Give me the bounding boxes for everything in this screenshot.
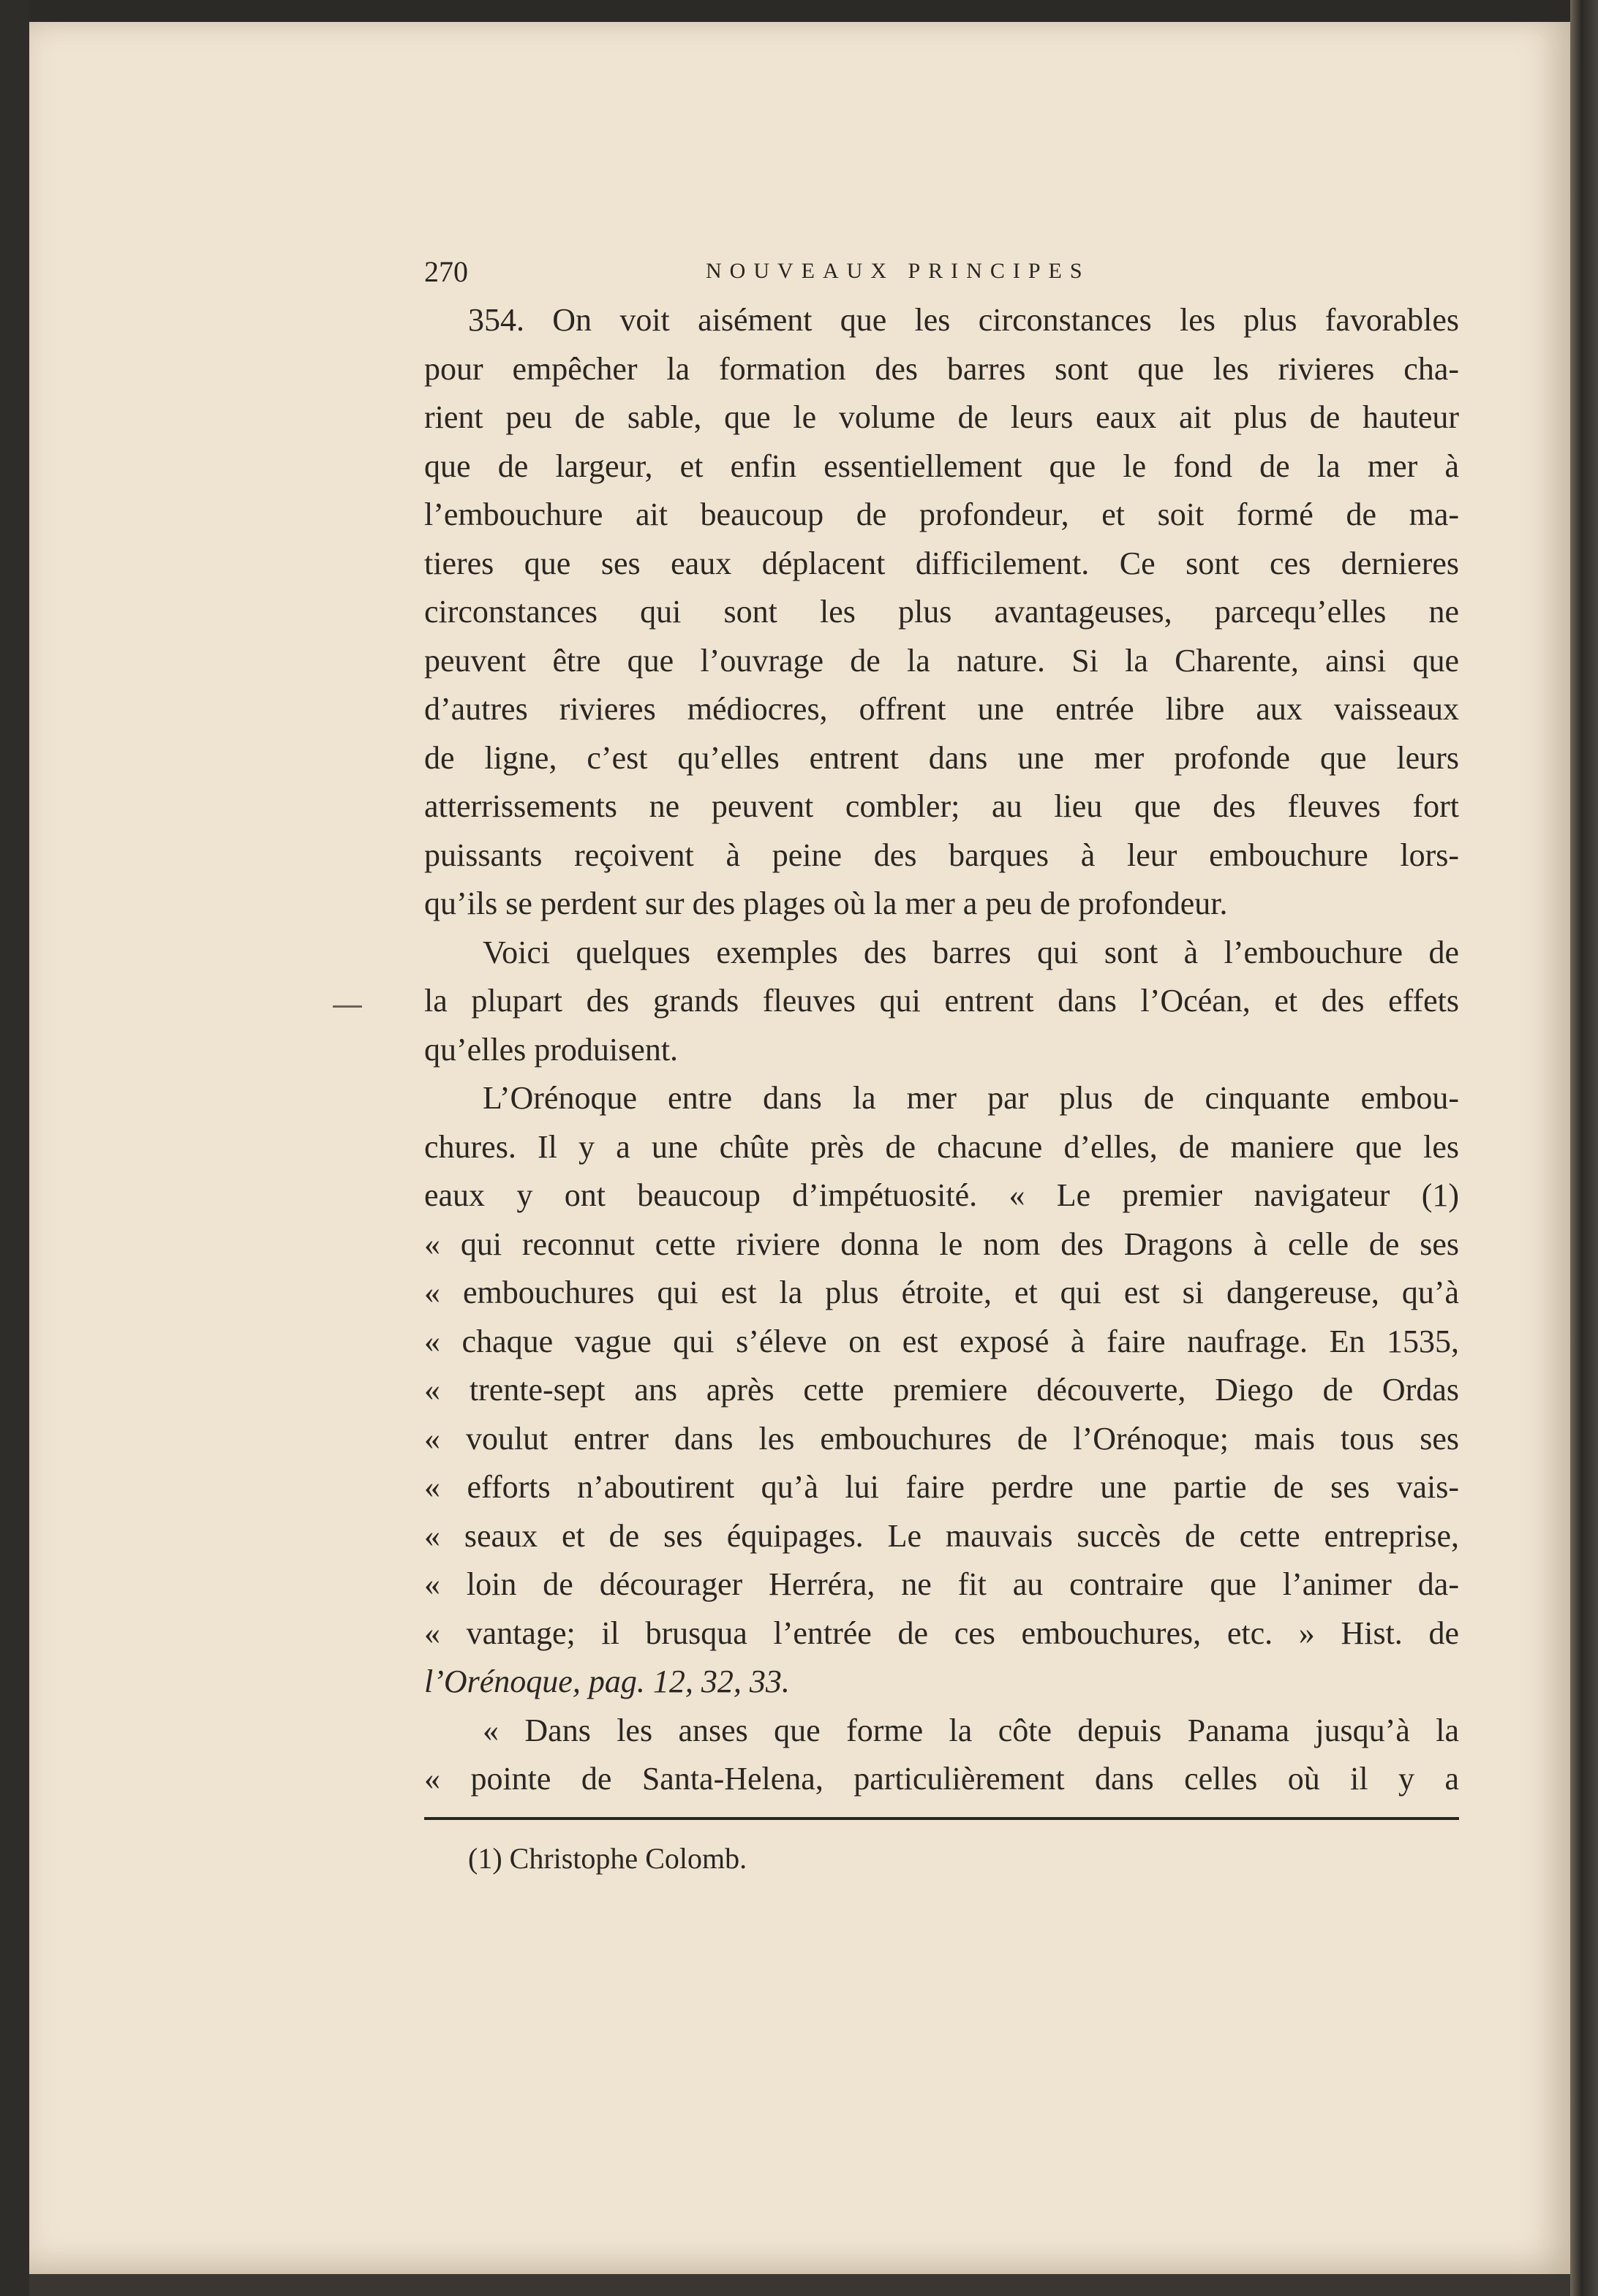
page-left-border (0, 0, 29, 2296)
text-line: Voici quelques exemples des barres qui sont à l’embouchure de (483, 934, 1459, 970)
text-line: l’embouchure ait beaucoup de profondeur, et soit formé de ma- (424, 496, 1459, 532)
page-top-border (0, 0, 1598, 22)
footnote-rule (424, 1817, 1459, 1820)
text-line: 354. On voit aisément que les circonstances les plus favorables (468, 302, 1459, 338)
text-line: « voulut entrer dans les embouchures de l’Orénoque; mais tous ses (424, 1420, 1459, 1457)
text-line: pour empêcher la formation des barres sont que les rivieres cha- (424, 350, 1459, 387)
text-line: eaux y ont beaucoup d’impétuosité. « Le premier navigateur (1) (424, 1177, 1459, 1213)
text-line: « vantage; il brusqua l’entrée de ces embouchures, etc. » Hist. de (424, 1615, 1459, 1651)
text-line: « embouchures qui est la plus étroite, et qui est si dangereuse, qu’à (424, 1274, 1459, 1310)
margin-mark (333, 1005, 362, 1008)
text-line: « loin de décourager Herréra, ne fit au contraire que l’animer da- (424, 1566, 1459, 1602)
text-line: chures. Il y a une chûte près de chacune d’elles, de maniere que les (424, 1128, 1459, 1165)
text-line: atterrissements ne peuvent combler; au lieu que des fleuves fort (424, 788, 1459, 824)
text-line: puissants reçoivent à peine des barques à leur embouchure lors- (424, 837, 1459, 873)
text-line: « seaux et de ses équipages. Le mauvais succès de cette entreprise, (424, 1517, 1459, 1554)
running-head: NOUVEAUX PRINCIPES (706, 259, 1090, 283)
text-line: rient peu de sable, que le volume de leurs eaux ait plus de hauteur (424, 399, 1459, 435)
text-line: d’autres rivieres médiocres, offrent une entrée libre aux vaisseaux (424, 691, 1459, 727)
text-line: « efforts n’aboutirent qu’à lui faire perdre une partie de ses vais- (424, 1469, 1459, 1505)
text-line: tieres que ses eaux déplacent difficilement. Ce sont ces dernieres (424, 545, 1459, 581)
text-line: qu’elles produisent. (424, 1031, 679, 1068)
text-line: L’Orénoque entre dans la mer par plus de cinquante embou- (483, 1080, 1459, 1116)
footnote: (1) Christophe Colomb. (468, 1842, 747, 1875)
text-line: « trente-sept ans après cette premiere découverte, Diego de Ordas (424, 1372, 1459, 1408)
text-line: la plupart des grands fleuves qui entrent dans l’Océan, et des effets (424, 983, 1459, 1019)
text-line: circonstances qui sont les plus avantageuses, parcequ’elles ne (424, 594, 1459, 630)
text-line: de ligne, c’est qu’elles entrent dans une mer profonde que leurs (424, 739, 1459, 776)
body-text (424, 296, 1459, 1804)
text-line: « chaque vague qui s’éleve on est exposé à faire naufrage. En 1535, (424, 1323, 1459, 1359)
text-line: « qui reconnut cette riviere donna le nom des Dragons à celle de ses (424, 1226, 1459, 1262)
page-header (424, 254, 1459, 290)
book-binding-edge (1570, 0, 1598, 2296)
text-line: que de largeur, et enfin essentiellement que le fond de la mer à (424, 448, 1459, 484)
text-line: peuvent être que l’ouvrage de la nature. Si la Charente, ainsi que (424, 642, 1459, 679)
text-line: « Dans les anses que forme la côte depuis Panama jusqu’à la (483, 1712, 1459, 1748)
text-line: l’Orénoque, pag. 12, 32, 33. (424, 1664, 790, 1699)
page-number: 270 (424, 255, 468, 288)
text-line: « pointe de Santa-Helena, particulièrement dans celles où il y a (424, 1761, 1459, 1797)
text-line: qu’ils se perdent sur des plages où la mer a peu de profondeur. (424, 885, 1228, 921)
